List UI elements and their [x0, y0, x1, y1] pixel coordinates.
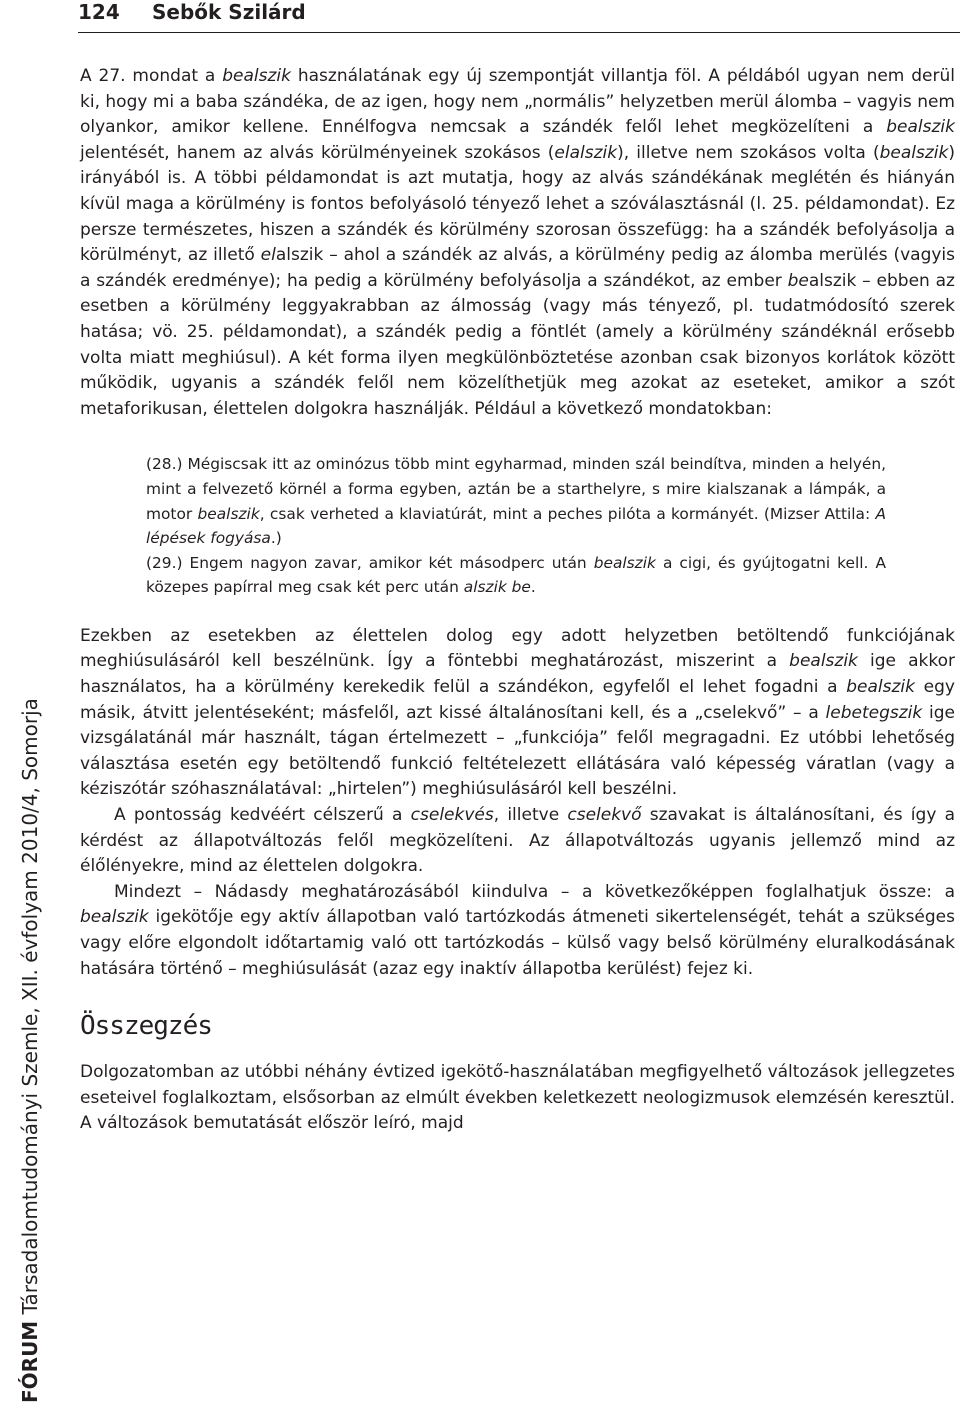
- journal-sidebar: [18, 698, 42, 1403]
- italic-term: el: [260, 245, 276, 266]
- italic-term: cselekvő: [567, 805, 642, 826]
- italic-term: bealszik: [197, 504, 260, 523]
- example-29: (29.) Engem nagyon zavar, amikor két másodperc után bealszik a cigi, és gyújtogatni kell. A közepes papírral meg csak két perc után alszik be.: [146, 553, 886, 597]
- italic-term: cselekvés: [410, 805, 494, 826]
- section-heading: Összegzés: [80, 1011, 212, 1042]
- paragraph-1: A 27. mondat a bealszik használatának egy új szempontját villantja föl. A példából ugyan nem derül ki, hogy mi a baba szándéka, de az igen, hogy nem „normális” helyzetben merül álomba – vagyis nem olyankor, amikor kellene. Ennélfogva nemcsak a szándék felől lehet megközelíteni a bealszik jelentését, hanem az alvás körülményeinek szokásos (elalszik), illetve nem szokásos volta (bealszik) irányából is. A többi példamondat is azt mutatja, hogy az alvás szándékának meglétén és hiányán kívül maga a körülmény is fontos befolyásoló tényező lehet a szóválasztásnál (l. 25. példamondat). Ez persze természetes, hiszen a szándék és körülmény szorosan összefügg: ha a szándék befolyásolja a körülményt, az illető elalszik – ahol a szándék az alvás, a körülmény pedig az álomba merülés (vagyis a szándék eredménye); ha pedig a körülmény befolyásolja a szándékot, az ember bealszik – ebben az esetben a körülmény leggyakrabban az álmosság (vagy más tényező, pl. tudatmódosító szerek hatása; vö. 25. példamondat), a szándék pedig a föntlét (amely a körülmény szándéknál erősebb volta miatt meghiúsul). A két forma ilyen megkülönböztetése azonban csak bizonyos korlátok között működik, ugyanis a szándék felől nem közelíthetjük meg azokat az eseteket, amikor a szót metaforikusan, élettelen dolgokra használják. Például a következő mondatokban:: [80, 66, 956, 419]
- italic-term: bealszik: [593, 553, 656, 572]
- italic-term: bealszik: [846, 677, 915, 698]
- page-number: 124: [78, 0, 120, 24]
- italic-term: bealszik: [789, 651, 858, 672]
- article-body: [80, 64, 955, 1137]
- italic-term: lebetegszik: [825, 702, 923, 723]
- example-block: [146, 452, 886, 600]
- italic-term: elalszik: [554, 142, 618, 163]
- italic-term: bealszik: [879, 142, 949, 163]
- journal-name-rest: Társadalomtudományi Szemle, XII. évfolyam 2010/4, Somorja: [18, 698, 42, 1321]
- italic-term: alszik be: [463, 578, 531, 597]
- header-rule: [78, 32, 960, 33]
- italic-term: A lépések fogyása: [146, 504, 886, 548]
- italic-term: be: [787, 270, 809, 291]
- journal-name-bold: FÓRUM: [18, 1320, 42, 1403]
- paragraph-5: Dolgozatomban az utóbbi néhány évtized igekötő-használatában megfigyelhető változások jellegzetes eseteivel foglalkoztam, elsősorban az elmúlt években keletkezett neologizmusok elemzésén keresztül. A változások bemutatását először leíró, majd: [80, 1062, 955, 1134]
- paragraph-3: A pontosság kedvéért célszerű a cselekvés, illetve cselekvő szavakat is általánosítani, és így a kérdést az állapotváltozás felől megközelíteni. Az állapotváltozás ugyanis jellemző mind az élőlényekre, mind az élettelen dolgokra.: [80, 805, 955, 877]
- italic-term: bealszik: [222, 66, 291, 86]
- running-head-author: Sebők Szilárd: [152, 0, 306, 24]
- paragraph-2: Ezekben az esetekben az élettelen dolog egy adott helyzetben betöltendő funkciójának meghiúsulásáról kell beszélnünk. Így a föntebbi meghatározást, miszerint a bealszik ige akkor használatos, ha a körülmény kerekedik felül a szándékon, egyfelől el lehet fogadni a bealszik egy másik, átvitt jelentéseként; másfelől, azt kissé általánosítani kell, és a „cselekvő” – a lebetegszik ige vizsgálatánál már használt, tágan értelmezett – „funkciója” felől megragadni. Ez utóbbi lehetőség választása esetén egy betöltendő funkció feltételezett ellátására való képesség váratlan (vagy a kéziszótár szóhasználatával: „hirtelen”) meghiúsulásáról kell beszélni.: [80, 625, 955, 800]
- paragraph-4: Mindezt – Nádasdy meghatározásából kiindulva – a következőképpen foglalhatjuk össze: a bealszik igekötője egy aktív állapotban való tartózkodás átmeneti sikertelenségét, tehát a szükséges vagy előre elgondolt időtartamig való ott tartózkodás – külső vagy belső körülmény eluralkodásának hatására történő – meghiúsulását (azaz egy inaktív állapotba kerülést) fejez ki.: [80, 881, 955, 979]
- italic-term: bealszik: [886, 117, 955, 138]
- running-header: [78, 0, 960, 30]
- italic-term: bealszik: [80, 907, 149, 928]
- example-28: (28.) Mégiscsak itt az ominózus több mint egyharmad, minden szál beindítva, minden a helyén, mint a felvezető körnél a forma egyben, aztán be a starthelyre, s mire kialszanak a lámpák, a motor bealszik, csak verheted a klaviatúrát, mint a peches pilóta a kormányét. (Mizser Attila: A lépések fogyása.): [146, 455, 886, 548]
